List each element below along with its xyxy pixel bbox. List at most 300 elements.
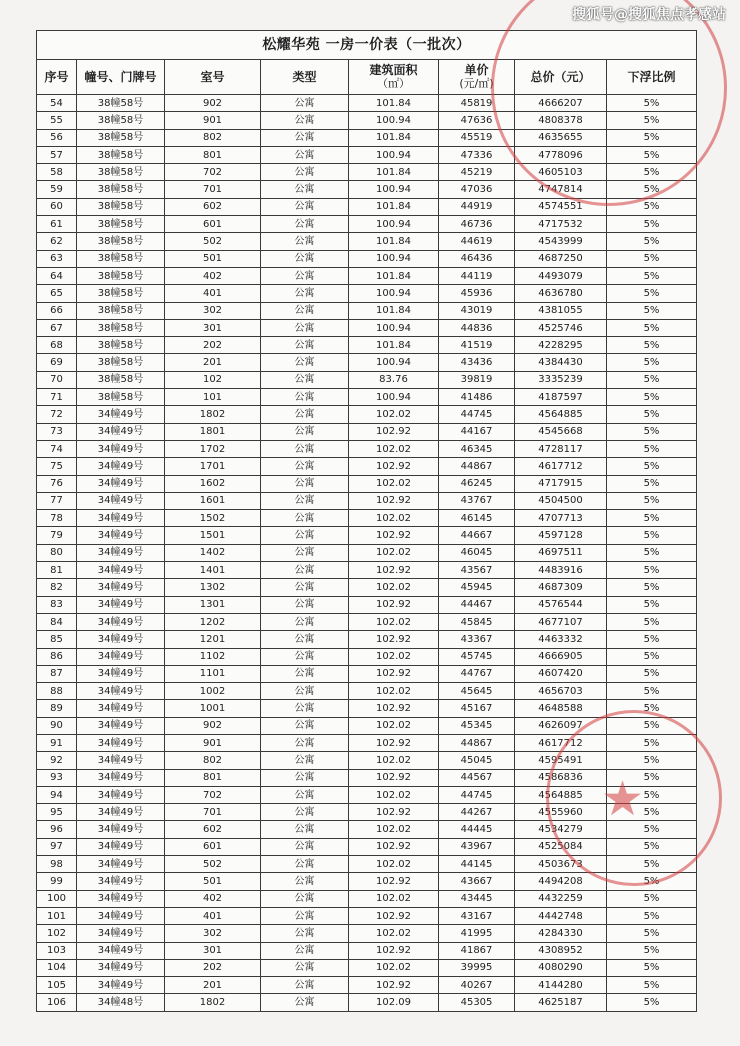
cell-total: 4442748 [515, 907, 607, 924]
cell-seq: 71 [37, 389, 77, 406]
cell-area: 100.94 [349, 319, 439, 336]
cell-seq: 87 [37, 665, 77, 682]
cell-discount: 5% [607, 665, 697, 682]
cell-seq: 90 [37, 717, 77, 734]
cell-seq: 88 [37, 683, 77, 700]
cell-total: 4728117 [515, 440, 607, 457]
table-row [37, 959, 697, 976]
cell-unit-price: 43436 [439, 354, 515, 371]
cell-building: 34幢49号 [77, 648, 165, 665]
cell-seq: 60 [37, 198, 77, 215]
cell-seq: 76 [37, 475, 77, 492]
cell-room: 602 [165, 821, 261, 838]
cell-total: 4687309 [515, 579, 607, 596]
cell-building: 38幢58号 [77, 319, 165, 336]
cell-seq: 79 [37, 527, 77, 544]
cell-unit-price: 44667 [439, 527, 515, 544]
cell-unit-price: 43767 [439, 492, 515, 509]
cell-type: 公寓 [261, 492, 349, 509]
cell-total: 4605103 [515, 164, 607, 181]
cell-room: 201 [165, 977, 261, 994]
cell-building: 34幢49号 [77, 821, 165, 838]
cell-building: 34幢49号 [77, 700, 165, 717]
cell-seq: 97 [37, 838, 77, 855]
cell-unit-price: 46436 [439, 250, 515, 267]
cell-room: 102 [165, 371, 261, 388]
cell-discount: 5% [607, 873, 697, 890]
cell-building: 34幢49号 [77, 458, 165, 475]
cell-seq: 77 [37, 492, 77, 509]
table-row [37, 129, 697, 146]
cell-seq: 83 [37, 596, 77, 613]
cell-total: 4504500 [515, 492, 607, 509]
cell-area: 102.92 [349, 527, 439, 544]
cell-building: 38幢58号 [77, 302, 165, 319]
cell-discount: 5% [607, 267, 697, 284]
cell-discount: 5% [607, 769, 697, 786]
cell-area: 102.92 [349, 942, 439, 959]
cell-building: 34幢49号 [77, 562, 165, 579]
cell-discount: 5% [607, 752, 697, 769]
cell-unit-price: 44919 [439, 198, 515, 215]
cell-unit-price: 43667 [439, 873, 515, 890]
cell-building: 34幢49号 [77, 527, 165, 544]
cell-type: 公寓 [261, 129, 349, 146]
cell-area: 102.02 [349, 717, 439, 734]
cell-type: 公寓 [261, 977, 349, 994]
cell-total: 4564885 [515, 406, 607, 423]
cell-building: 34幢49号 [77, 475, 165, 492]
cell-discount: 5% [607, 925, 697, 942]
cell-discount: 5% [607, 786, 697, 803]
cell-seq: 58 [37, 164, 77, 181]
cell-room: 302 [165, 925, 261, 942]
cell-area: 100.94 [349, 285, 439, 302]
cell-total: 4144280 [515, 977, 607, 994]
cell-unit-price: 45167 [439, 700, 515, 717]
cell-seq: 95 [37, 804, 77, 821]
cell-discount: 5% [607, 129, 697, 146]
cell-room: 401 [165, 907, 261, 924]
cell-discount: 5% [607, 354, 697, 371]
cell-total: 4717532 [515, 216, 607, 233]
cell-room: 301 [165, 319, 261, 336]
cell-total: 4808378 [515, 112, 607, 129]
cell-seq: 99 [37, 873, 77, 890]
header-area-unit: （㎡） [377, 77, 410, 90]
cell-area: 101.84 [349, 302, 439, 319]
cell-unit-price: 44467 [439, 596, 515, 613]
cell-seq: 92 [37, 752, 77, 769]
table-row [37, 907, 697, 924]
cell-type: 公寓 [261, 959, 349, 976]
cell-discount: 5% [607, 959, 697, 976]
cell-discount: 5% [607, 804, 697, 821]
cell-total: 4635655 [515, 129, 607, 146]
table-row [37, 95, 697, 112]
cell-type: 公寓 [261, 579, 349, 596]
cell-area: 102.02 [349, 856, 439, 873]
cell-building: 34幢49号 [77, 804, 165, 821]
cell-unit-price: 44167 [439, 423, 515, 440]
cell-total: 4525746 [515, 319, 607, 336]
cell-type: 公寓 [261, 994, 349, 1011]
cell-unit-price: 41995 [439, 925, 515, 942]
cell-unit-price: 46245 [439, 475, 515, 492]
cell-discount: 5% [607, 700, 697, 717]
cell-area: 102.92 [349, 873, 439, 890]
cell-type: 公寓 [261, 734, 349, 751]
cell-room: 802 [165, 129, 261, 146]
cell-discount: 5% [607, 198, 697, 215]
cell-area: 100.94 [349, 250, 439, 267]
header-row [37, 60, 697, 95]
cell-building: 34幢49号 [77, 873, 165, 890]
header-seq: 序号 [37, 60, 77, 95]
cell-total: 4494208 [515, 873, 607, 890]
cell-seq: 63 [37, 250, 77, 267]
cell-discount: 5% [607, 389, 697, 406]
cell-seq: 54 [37, 95, 77, 112]
cell-building: 34幢49号 [77, 925, 165, 942]
table-row [37, 700, 697, 717]
cell-type: 公寓 [261, 146, 349, 163]
cell-total: 4525084 [515, 838, 607, 855]
cell-total: 4617712 [515, 458, 607, 475]
cell-building: 38幢58号 [77, 216, 165, 233]
cell-total: 4493079 [515, 267, 607, 284]
cell-area: 102.02 [349, 786, 439, 803]
cell-seq: 57 [37, 146, 77, 163]
cell-room: 1401 [165, 562, 261, 579]
cell-unit-price: 41486 [439, 389, 515, 406]
cell-room: 902 [165, 95, 261, 112]
cell-area: 102.92 [349, 838, 439, 855]
cell-type: 公寓 [261, 337, 349, 354]
cell-seq: 64 [37, 267, 77, 284]
cell-seq: 104 [37, 959, 77, 976]
cell-building: 34幢49号 [77, 977, 165, 994]
cell-total: 4648588 [515, 700, 607, 717]
cell-discount: 5% [607, 181, 697, 198]
cell-discount: 5% [607, 95, 697, 112]
cell-building: 34幢49号 [77, 856, 165, 873]
cell-area: 101.84 [349, 337, 439, 354]
cell-discount: 5% [607, 942, 697, 959]
cell-area: 102.02 [349, 406, 439, 423]
cell-discount: 5% [607, 475, 697, 492]
cell-total: 4656703 [515, 683, 607, 700]
cell-discount: 5% [607, 907, 697, 924]
cell-discount: 5% [607, 890, 697, 907]
cell-discount: 5% [607, 613, 697, 630]
cell-discount: 5% [607, 492, 697, 509]
price-table [36, 30, 697, 1012]
cell-type: 公寓 [261, 510, 349, 527]
cell-total: 4666905 [515, 648, 607, 665]
cell-building: 38幢58号 [77, 164, 165, 181]
watermark-text: 搜狐号@搜狐焦点孝感站 [572, 7, 726, 23]
cell-seq: 106 [37, 994, 77, 1011]
cell-room: 901 [165, 112, 261, 129]
cell-unit-price: 47636 [439, 112, 515, 129]
table-row [37, 579, 697, 596]
cell-type: 公寓 [261, 838, 349, 855]
cell-type: 公寓 [261, 596, 349, 613]
cell-unit-price: 43567 [439, 562, 515, 579]
cell-seq: 105 [37, 977, 77, 994]
cell-total: 4677107 [515, 613, 607, 630]
cell-type: 公寓 [261, 406, 349, 423]
cell-total: 4228295 [515, 337, 607, 354]
cell-discount: 5% [607, 838, 697, 855]
cell-area: 102.02 [349, 544, 439, 561]
table-row [37, 233, 697, 250]
cell-building: 34幢49号 [77, 613, 165, 630]
cell-building: 34幢49号 [77, 510, 165, 527]
cell-area: 83.76 [349, 371, 439, 388]
cell-room: 1202 [165, 613, 261, 630]
table-row [37, 440, 697, 457]
cell-building: 34幢49号 [77, 596, 165, 613]
header-total: 总价（元） [515, 60, 607, 95]
cell-area: 100.94 [349, 216, 439, 233]
cell-seq: 70 [37, 371, 77, 388]
table-row [37, 683, 697, 700]
cell-unit-price: 45745 [439, 648, 515, 665]
cell-room: 1601 [165, 492, 261, 509]
table-row [37, 319, 697, 336]
cell-unit-price: 45845 [439, 613, 515, 630]
cell-total: 4707713 [515, 510, 607, 527]
cell-type: 公寓 [261, 786, 349, 803]
cell-discount: 5% [607, 648, 697, 665]
cell-room: 1602 [165, 475, 261, 492]
cell-discount: 5% [607, 319, 697, 336]
cell-area: 102.02 [349, 510, 439, 527]
cell-discount: 5% [607, 510, 697, 527]
cell-room: 1201 [165, 631, 261, 648]
cell-room: 301 [165, 942, 261, 959]
cell-total: 4576544 [515, 596, 607, 613]
header-type: 类型 [261, 60, 349, 95]
cell-type: 公寓 [261, 804, 349, 821]
table-row [37, 267, 697, 284]
cell-seq: 85 [37, 631, 77, 648]
cell-unit-price: 44119 [439, 267, 515, 284]
table-row [37, 527, 697, 544]
cell-discount: 5% [607, 337, 697, 354]
cell-total: 4308952 [515, 942, 607, 959]
table-title: 松耀华苑 一房一价表（一批次） [37, 31, 697, 60]
cell-building: 34幢49号 [77, 907, 165, 924]
table-row [37, 977, 697, 994]
cell-building: 34幢49号 [77, 838, 165, 855]
cell-total: 4463332 [515, 631, 607, 648]
cell-room: 202 [165, 959, 261, 976]
cell-area: 100.94 [349, 354, 439, 371]
cell-area: 102.92 [349, 631, 439, 648]
cell-total: 4503673 [515, 856, 607, 873]
cell-building: 38幢58号 [77, 337, 165, 354]
cell-unit-price: 45045 [439, 752, 515, 769]
table-row [37, 475, 697, 492]
cell-discount: 5% [607, 717, 697, 734]
cell-seq: 86 [37, 648, 77, 665]
cell-total: 4080290 [515, 959, 607, 976]
header-area-label: 建筑面积 [369, 63, 418, 77]
title-row [37, 31, 697, 60]
cell-type: 公寓 [261, 302, 349, 319]
cell-building: 34幢49号 [77, 423, 165, 440]
cell-area: 102.02 [349, 821, 439, 838]
cell-discount: 5% [607, 994, 697, 1011]
cell-building: 34幢49号 [77, 786, 165, 803]
cell-seq: 72 [37, 406, 77, 423]
cell-room: 701 [165, 181, 261, 198]
cell-unit-price: 44767 [439, 665, 515, 682]
cell-area: 100.94 [349, 389, 439, 406]
cell-unit-price: 44145 [439, 856, 515, 873]
cell-discount: 5% [607, 406, 697, 423]
cell-type: 公寓 [261, 631, 349, 648]
cell-type: 公寓 [261, 181, 349, 198]
table-row [37, 544, 697, 561]
cell-room: 101 [165, 389, 261, 406]
cell-room: 1302 [165, 579, 261, 596]
cell-discount: 5% [607, 146, 697, 163]
cell-total: 4483916 [515, 562, 607, 579]
cell-area: 102.09 [349, 994, 439, 1011]
cell-discount: 5% [607, 977, 697, 994]
cell-discount: 5% [607, 216, 697, 233]
cell-type: 公寓 [261, 95, 349, 112]
cell-seq: 80 [37, 544, 77, 561]
cell-unit-price: 43019 [439, 302, 515, 319]
cell-unit-price: 44619 [439, 233, 515, 250]
cell-building: 34幢49号 [77, 665, 165, 682]
cell-total: 4432259 [515, 890, 607, 907]
cell-area: 102.92 [349, 458, 439, 475]
cell-discount: 5% [607, 562, 697, 579]
cell-unit-price: 44267 [439, 804, 515, 821]
cell-type: 公寓 [261, 821, 349, 838]
cell-unit-price: 46045 [439, 544, 515, 561]
cell-total: 4555960 [515, 804, 607, 821]
cell-room: 1502 [165, 510, 261, 527]
table-row [37, 198, 697, 215]
cell-unit-price: 45819 [439, 95, 515, 112]
cell-seq: 102 [37, 925, 77, 942]
cell-area: 102.02 [349, 890, 439, 907]
cell-area: 102.02 [349, 959, 439, 976]
table-row [37, 838, 697, 855]
cell-unit-price: 44567 [439, 769, 515, 786]
cell-unit-price: 44836 [439, 319, 515, 336]
cell-building: 38幢58号 [77, 285, 165, 302]
cell-room: 1002 [165, 683, 261, 700]
cell-discount: 5% [607, 371, 697, 388]
cell-building: 38幢58号 [77, 181, 165, 198]
cell-room: 502 [165, 233, 261, 250]
cell-room: 402 [165, 267, 261, 284]
table-row [37, 769, 697, 786]
table-row [37, 181, 697, 198]
cell-room: 901 [165, 734, 261, 751]
cell-unit-price: 44445 [439, 821, 515, 838]
cell-total: 4284330 [515, 925, 607, 942]
cell-room: 1402 [165, 544, 261, 561]
table-row [37, 804, 697, 821]
table-row [37, 613, 697, 630]
cell-room: 802 [165, 752, 261, 769]
cell-building: 34幢49号 [77, 406, 165, 423]
cell-area: 102.92 [349, 700, 439, 717]
cell-area: 100.94 [349, 146, 439, 163]
cell-unit-price: 39819 [439, 371, 515, 388]
cell-type: 公寓 [261, 285, 349, 302]
cell-seq: 98 [37, 856, 77, 873]
cell-building: 34幢49号 [77, 544, 165, 561]
cell-seq: 69 [37, 354, 77, 371]
cell-type: 公寓 [261, 267, 349, 284]
cell-discount: 5% [607, 233, 697, 250]
cell-total: 4381055 [515, 302, 607, 319]
cell-total: 4636780 [515, 285, 607, 302]
cell-area: 102.02 [349, 475, 439, 492]
cell-room: 702 [165, 786, 261, 803]
cell-room: 402 [165, 890, 261, 907]
table-row [37, 371, 697, 388]
cell-unit-price: 41519 [439, 337, 515, 354]
cell-seq: 78 [37, 510, 77, 527]
cell-area: 102.92 [349, 734, 439, 751]
cell-unit-price: 44745 [439, 786, 515, 803]
cell-type: 公寓 [261, 613, 349, 630]
cell-building: 34幢49号 [77, 579, 165, 596]
table-row [37, 146, 697, 163]
cell-building: 38幢58号 [77, 198, 165, 215]
cell-total: 4586836 [515, 769, 607, 786]
table-row [37, 821, 697, 838]
cell-total: 3335239 [515, 371, 607, 388]
cell-room: 1101 [165, 665, 261, 682]
table-row [37, 890, 697, 907]
cell-unit-price: 45945 [439, 579, 515, 596]
cell-area: 101.84 [349, 95, 439, 112]
cell-building: 34幢49号 [77, 752, 165, 769]
cell-type: 公寓 [261, 856, 349, 873]
cell-discount: 5% [607, 821, 697, 838]
cell-type: 公寓 [261, 925, 349, 942]
cell-area: 102.92 [349, 423, 439, 440]
cell-area: 102.02 [349, 683, 439, 700]
table-row [37, 856, 697, 873]
cell-type: 公寓 [261, 319, 349, 336]
cell-building: 34幢49号 [77, 440, 165, 457]
cell-seq: 89 [37, 700, 77, 717]
cell-room: 1102 [165, 648, 261, 665]
cell-building: 38幢58号 [77, 389, 165, 406]
cell-type: 公寓 [261, 890, 349, 907]
cell-unit-price: 40267 [439, 977, 515, 994]
table-row [37, 925, 697, 942]
cell-room: 801 [165, 769, 261, 786]
table-row [37, 112, 697, 129]
cell-type: 公寓 [261, 942, 349, 959]
table-row [37, 354, 697, 371]
cell-discount: 5% [607, 734, 697, 751]
